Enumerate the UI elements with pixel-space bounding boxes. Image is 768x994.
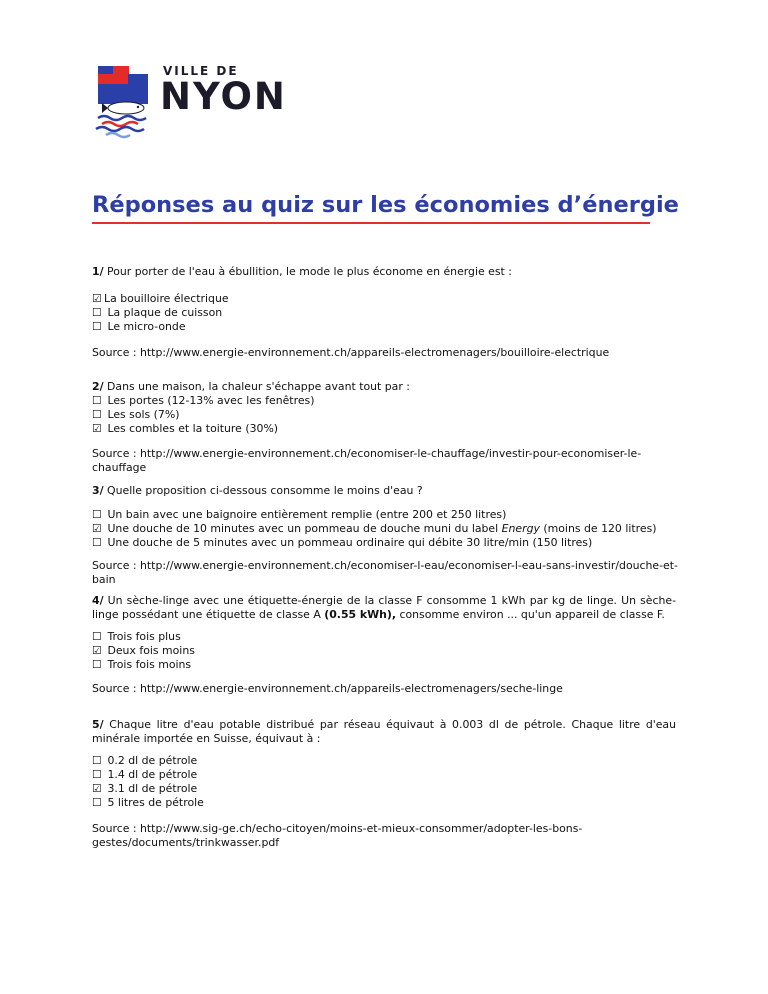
logo-nyon: NYON <box>160 75 287 118</box>
question-number: 5/ <box>92 718 104 731</box>
checkbox-icon: ☐ <box>92 536 102 549</box>
question-number: 2/ <box>92 380 104 393</box>
energy-label-text: Energy <box>501 522 540 535</box>
checked-box-icon: ☑ <box>92 292 102 305</box>
option-item <box>92 658 676 672</box>
page-title: Réponses au quiz sur les économies d’énergie <box>92 192 679 218</box>
option-label: 3.1 dl de pétrole <box>104 782 198 795</box>
question-text: Chaque litre d'eau potable distribué par réseau équivaut à 0.003 dl de pétrole. Chaque litre d'eau minérale importée en Suisse, équivaut à : <box>92 718 676 745</box>
question-1 <box>92 265 676 279</box>
option-item <box>92 754 676 768</box>
option-label: 0.2 dl de pétrole <box>104 754 198 767</box>
option-label: Les portes (12-13% avec les fenêtres) <box>104 394 315 407</box>
option-label: 5 litres de pétrole <box>104 796 204 809</box>
option-item <box>92 422 676 436</box>
option-item <box>92 394 676 408</box>
option-label: 1.4 dl de pétrole <box>104 768 198 781</box>
option-label: Une douche de 5 minutes avec un pommeau ordinaire qui débite 30 litre/min (150 litres) <box>104 536 593 549</box>
question-5 <box>92 718 676 746</box>
option-item <box>92 796 676 810</box>
options-1 <box>92 292 676 334</box>
source-link[interactable] <box>92 822 682 850</box>
option-item <box>92 408 676 422</box>
source-link[interactable]: Source : http://www.energie-environnement.ch/appareils-electromenagers/bouilloire-electrique <box>92 346 610 359</box>
checked-box-icon: ☑ <box>92 522 102 535</box>
option-label-suffix: (moins de 120 litres) <box>539 522 657 535</box>
option-label: Une douche de 10 minutes avec un pommeau de douche muni du label <box>104 522 502 535</box>
source-link[interactable]: Source : http://www.energie-environnement.ch/economiser-le-chauffage/investir-pour-economiser-le-chauffage <box>92 447 642 474</box>
options-4 <box>92 630 676 672</box>
checkbox-icon: ☐ <box>92 320 102 333</box>
checked-box-icon: ☑ <box>92 422 102 435</box>
source-link[interactable]: Source : http://www.energie-environnement.ch/appareils-electromenagers/seche-linge <box>92 682 563 695</box>
checkbox-icon: ☐ <box>92 658 102 671</box>
question-text: Dans une maison, la chaleur s'échappe avant tout par : <box>103 380 410 393</box>
source-line-2: gestes/documents/trinkwasser.pdf <box>92 836 280 849</box>
checkbox-icon: ☐ <box>92 508 102 521</box>
option-item <box>92 522 712 536</box>
checkbox-icon: ☐ <box>92 754 102 767</box>
option-label: Les sols (7%) <box>104 408 180 421</box>
options-3 <box>92 508 712 550</box>
question-4 <box>92 594 676 622</box>
checkbox-icon: ☐ <box>92 306 102 319</box>
option-label: Le micro-onde <box>104 320 186 333</box>
option-label: Trois fois moins <box>104 658 192 671</box>
checked-box-icon: ☑ <box>92 644 102 657</box>
option-item <box>92 306 676 320</box>
option-label: La bouilloire électrique <box>104 292 229 305</box>
question-text: Quelle proposition ci-dessous consomme le moins d'eau ? <box>103 484 423 497</box>
checkbox-icon: ☐ <box>92 796 102 809</box>
question-2 <box>92 380 676 394</box>
source-line-1: Source : http://www.sig-ge.ch/echo-citoyen/moins-et-mieux-consommer/adopter-les-bons- <box>92 822 583 835</box>
options-5 <box>92 754 676 810</box>
checkbox-icon: ☐ <box>92 630 102 643</box>
question-text: Un sèche-linge avec une étiquette-énergie de la classe F consomme 1 kWh par kg de linge. Un sèche-linge possédant une étiquette de classe A <box>92 594 676 621</box>
question-number: 3/ <box>92 484 104 497</box>
option-item <box>92 508 712 522</box>
checkbox-icon: ☐ <box>92 768 102 781</box>
option-label: Deux fois moins <box>104 644 195 657</box>
options-2 <box>92 394 676 436</box>
checkbox-icon: ☐ <box>92 394 102 407</box>
option-item <box>92 292 676 306</box>
checkbox-icon: ☐ <box>92 408 102 421</box>
option-item <box>92 768 676 782</box>
title-underline <box>92 222 650 224</box>
option-label: Un bain avec une baignoire entièrement remplie (entre 200 et 250 litres) <box>104 508 507 521</box>
option-item <box>92 320 676 334</box>
option-item <box>92 536 712 550</box>
checked-box-icon: ☑ <box>92 782 102 795</box>
question-number: 4/ <box>92 594 104 607</box>
logo-ville-de: VILLE DE <box>163 64 239 78</box>
option-item <box>92 782 676 796</box>
question-text: Pour porter de l'eau à ébullition, le mode le plus économe en énergie est : <box>103 265 512 278</box>
question-text-bold: (0.55 kWh), <box>324 608 397 621</box>
source-link[interactable]: Source : http://www.energie-environnement.ch/economiser-l-eau/economiser-l-eau-sans-investir/douche-et-bain <box>92 559 678 586</box>
option-item <box>92 630 676 644</box>
question-3 <box>92 484 676 498</box>
question-number: 1/ <box>92 265 104 278</box>
option-label: Les combles et la toiture (30%) <box>104 422 279 435</box>
option-label: Trois fois plus <box>104 630 181 643</box>
question-text-end: consomme environ ... qu'un appareil de classe F. <box>396 608 665 621</box>
option-label: La plaque de cuisson <box>104 306 223 319</box>
option-item <box>92 644 676 658</box>
